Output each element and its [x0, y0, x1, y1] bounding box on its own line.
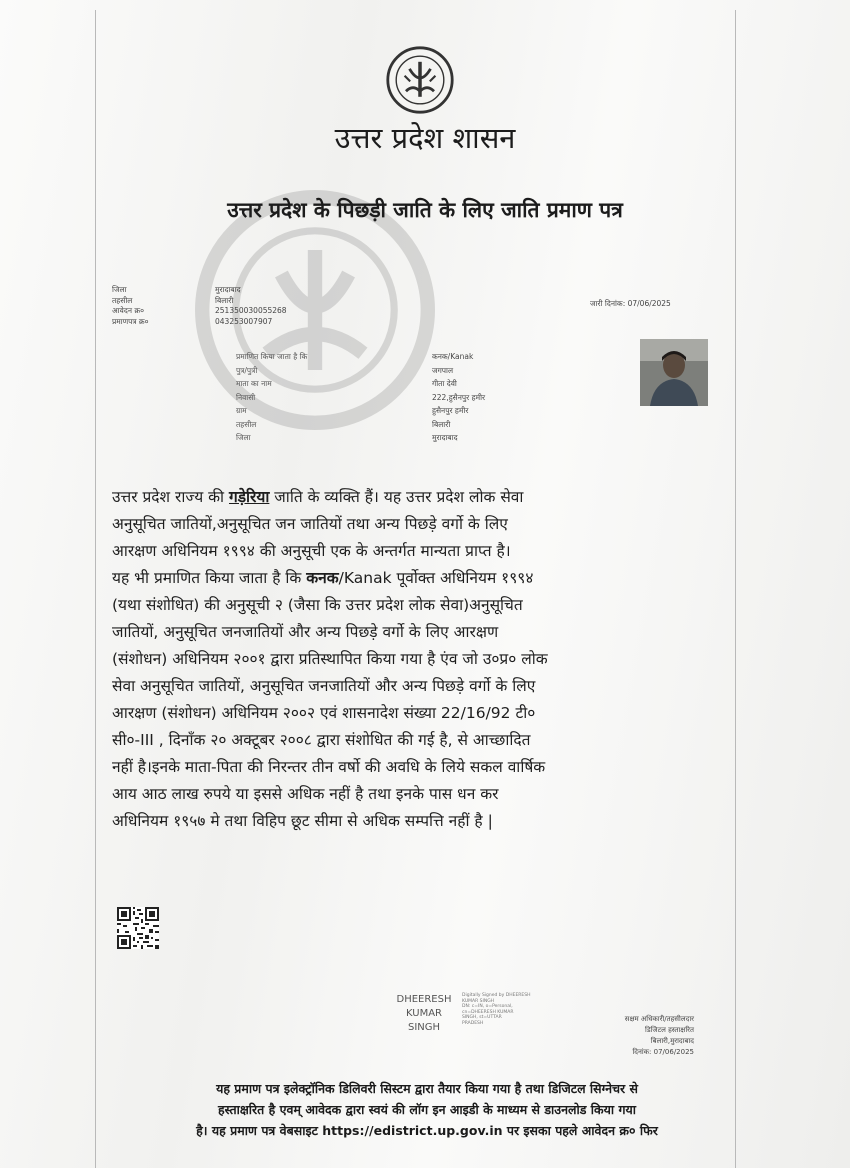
body-line-7: (संशोधन) अधिनियम २००१ द्वारा प्रतिस्थापित किया गया है एंव जो उ०प्र० लोक — [112, 650, 548, 668]
caste-name: गड़ेरिया — [228, 488, 270, 506]
signature-meta-line-4: cn=DHEERESH KUMAR — [462, 1009, 514, 1015]
person-label-village: ग्राम — [236, 406, 247, 415]
person-value-father: जगपाल — [432, 365, 454, 375]
body-line-4 — [112, 565, 744, 592]
signature-name-line-1: DHEERESH — [396, 994, 452, 1005]
meta-label-tehsil: तहसील — [112, 295, 133, 305]
body-line-12: आय आठ लाख रुपये या इससे अधिक नहीं है तथा इनके पास धन कर — [112, 785, 499, 803]
person-value-name: कनक/Kanak — [432, 352, 474, 361]
footer-line-2: हस्ताक्षरित है एवम् आवेदक द्वारा स्वयं की लॉग इन आइडी के माध्यम से डाउनलोड किया गया — [217, 1102, 636, 1117]
body-line-4-end: /Kanak पूर्वोक्त अधिनियम १९९४ — [338, 569, 534, 587]
person-value-district: मुरादाबाद — [432, 433, 458, 442]
person-silhouette-icon — [640, 339, 708, 406]
person-label-mother: माता का नाम — [236, 379, 272, 388]
person-label-tehsil: तहसील — [236, 419, 257, 429]
meta-label-application-no: आवेदन क्र० — [112, 306, 145, 315]
officer-title: सक्षम अधिकारी/तहसीलदार — [624, 1015, 694, 1023]
body-line-3: आरक्षण अधिनियम १९९४ की अनुसूची एक के अन्तर्गत मान्यता प्राप्त है। — [112, 542, 511, 560]
meta-value-certificate-no: 043253007907 — [215, 316, 273, 326]
meta-labels — [112, 285, 149, 327]
signature-name-line-3: SINGH — [407, 1022, 441, 1033]
footer-line-1: यह प्रमाण पत्र इलेक्ट्रॉनिक डिलिवरी सिस्टम द्वारा तैयार किया गया है तथा डिजिटल सिग्नेचर से — [216, 1081, 638, 1096]
body-line-1-end: जाति के व्यक्ति हैं। यह उत्तर प्रदेश लोक सेवा — [269, 488, 524, 506]
officer-location: बिलारी,मुरादाबाद — [650, 1037, 694, 1045]
certificate-title: उत्तर प्रदेश के पिछड़ी जाति के लिए जाति प्रमाण पत्र — [227, 198, 623, 222]
body-line-5: (यथा संशोधित) की अनुसूची २ (जैसा कि उत्तर प्रदेश लोक सेवा)अनुसूचित — [112, 596, 523, 614]
government-title: उत्तर प्रदेश शासन — [334, 121, 516, 155]
meta-value-tehsil: बिलारी — [215, 295, 234, 305]
digital-signature-details — [462, 993, 531, 1026]
body-line-6: जातियों, अनुसूचित जनजातियों और अन्य पिछड़े वर्गो के लिए आरक्षण — [112, 623, 499, 641]
officer-date: दिनांक: 07/06/2025 — [632, 1048, 694, 1056]
left-border-line — [95, 10, 96, 1168]
officer-block — [588, 1014, 694, 1058]
person-label-certify: प्रमाणित किया जाता है कि — [236, 352, 308, 361]
body-line-11: नहीं है।इनके माता-पिता की निरन्तर तीन वर्षो की अवधि के लिये सकल वार्षिक — [112, 758, 546, 776]
up-emblem-icon — [385, 45, 455, 115]
signature-name — [388, 993, 460, 1035]
person-label-district: जिला — [236, 433, 251, 442]
officer-digitally-signed: डिजिटल हस्ताक्षरित — [645, 1026, 694, 1034]
signature-meta-line-3: DN: c=IN, o=Personal, — [462, 1004, 513, 1009]
signature-meta-line-6: PRADESH — [462, 1020, 484, 1026]
person-label-resident: निवासी — [236, 392, 256, 402]
applicant-name: कनक — [306, 569, 339, 587]
body-line-9: आरक्षण (संशोधन) अधिनियम २००२ एवं शासनादेश संख्या 22/16/92 टी० — [112, 704, 536, 722]
issue-date: जारी दिनांक: 07/06/2025 — [590, 299, 671, 308]
footer-line-3: है। यह प्रमाण पत्र वेबसाइट https://edistrict.up.gov.in पर इसका पहले आवेदन क्र० फिर — [196, 1123, 658, 1138]
footer-note — [112, 1078, 742, 1141]
person-labels — [236, 350, 307, 445]
signature-meta-line-1: Digitally Signed by DHEERESH — [462, 993, 531, 998]
applicant-photo — [640, 339, 708, 406]
person-values — [432, 350, 485, 445]
signature-meta-line-2: KUMAR SINGH — [462, 998, 495, 1004]
body-line-2: अनुसूचित जातियों,अनुसूचित जन जातियों तथा अन्य पिछड़े वर्गो के लिए — [112, 515, 508, 533]
body-line-13: अधिनियम १९५७ मे तथा विहिप छूट सीमा से अधिक सम्पत्ति नहीं है | — [112, 812, 493, 830]
meta-value-application-no: 251350030055268 — [215, 306, 287, 315]
meta-value-district: मुरादाबाद — [215, 285, 241, 294]
body-line-4-start: यह भी प्रमाणित किया जाता है कि — [112, 569, 307, 587]
meta-label-district: जिला — [112, 285, 127, 294]
person-value-tehsil: बिलारी — [432, 419, 451, 429]
meta-label-certificate-no: प्रमाणपत्र क्र० — [112, 316, 149, 326]
person-label-child-of: पुत्र/पुत्री — [236, 365, 258, 375]
meta-values — [215, 285, 287, 327]
body-line-1 — [112, 484, 744, 511]
body-line-1-start: उत्तर प्रदेश राज्य की — [112, 488, 229, 506]
person-value-village: हुसैनपुर हमीर — [432, 406, 469, 415]
person-value-address: 222,हुसैनपुर हमीर — [432, 392, 486, 402]
qr-code-icon — [117, 907, 159, 949]
signature-meta-line-5: SINGH, st=UTTAR — [462, 1015, 502, 1020]
person-value-mother: गीता देवी — [432, 379, 457, 388]
signature-name-line-2: KUMAR — [405, 1008, 443, 1019]
certificate-body — [112, 484, 744, 835]
body-line-8: सेवा अनुसूचित जातियों, अनुसूचित जनजातियों और अन्य पिछड़े वर्गो के लिए — [112, 677, 536, 695]
body-line-10: सी०-III , दिनाँक २० अक्टूबर २००८ द्वारा संशोधित की गई है, से आच्छादित — [112, 731, 531, 749]
